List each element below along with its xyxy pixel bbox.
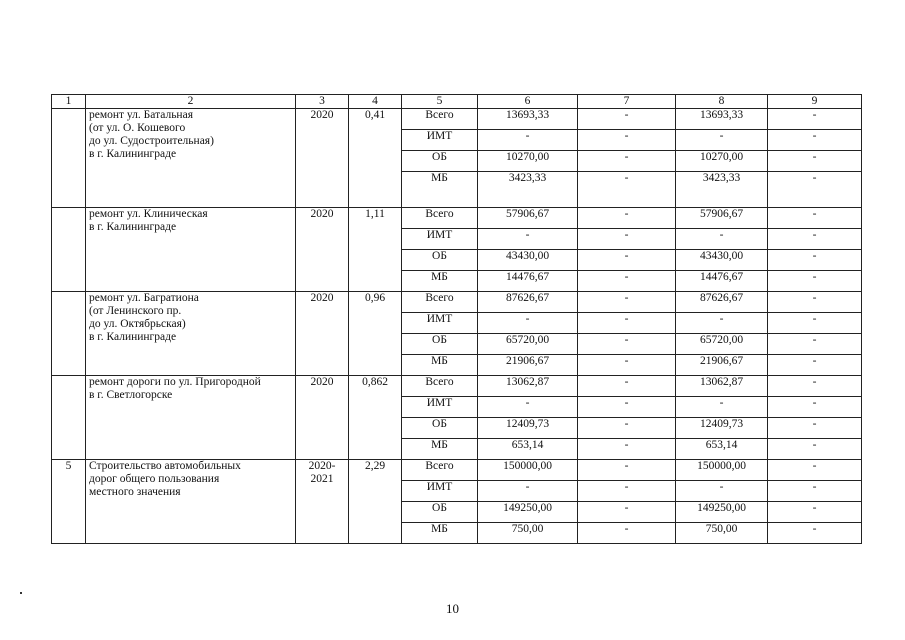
- value-cell: -: [578, 151, 676, 172]
- source-cell: Всего: [402, 292, 478, 313]
- source-cell: МБ: [402, 523, 478, 544]
- value-cell: -: [578, 376, 676, 397]
- header-cell: 5: [402, 95, 478, 109]
- value-cell: 13693,33: [478, 109, 578, 130]
- value-cell: -: [768, 250, 862, 271]
- value-cell: -: [578, 418, 676, 439]
- source-cell: ОБ: [402, 151, 478, 172]
- value-cell: 13062,87: [676, 376, 768, 397]
- value-cell: -: [478, 229, 578, 250]
- value-cell: -: [768, 460, 862, 481]
- length-cell: 0,862: [349, 376, 402, 460]
- value-cell: -: [676, 229, 768, 250]
- header-cell: 9: [768, 95, 862, 109]
- table-row: [52, 109, 862, 130]
- header-cell: 7: [578, 95, 676, 109]
- description-cell: ремонт ул. Батальная (от ул. О. Кошевого до ул. Судостроительная) в г. Калининграде: [86, 109, 296, 208]
- value-cell: -: [676, 130, 768, 151]
- value-cell: -: [768, 271, 862, 292]
- source-cell: ОБ: [402, 502, 478, 523]
- value-cell: -: [676, 397, 768, 418]
- value-cell: 65720,00: [478, 334, 578, 355]
- item-number-cell: [52, 376, 86, 460]
- value-cell: -: [578, 397, 676, 418]
- source-cell: ОБ: [402, 250, 478, 271]
- source-cell: МБ: [402, 172, 478, 208]
- value-cell: 750,00: [676, 523, 768, 544]
- value-cell: 21906,67: [676, 355, 768, 376]
- value-cell: 149250,00: [478, 502, 578, 523]
- length-cell: 1,11: [349, 208, 402, 292]
- value-cell: -: [768, 502, 862, 523]
- description-cell: ремонт ул. Багратиона (от Ленинского пр. до ул. Октябрьская) в г. Калининграде: [86, 292, 296, 376]
- table-row: [52, 208, 862, 229]
- item-number-cell: [52, 208, 86, 292]
- value-cell: 12409,73: [676, 418, 768, 439]
- value-cell: -: [768, 397, 862, 418]
- source-cell: ИМТ: [402, 481, 478, 502]
- description-cell: ремонт ул. Клиническая в г. Калининграде: [86, 208, 296, 292]
- source-cell: ОБ: [402, 334, 478, 355]
- value-cell: -: [768, 172, 862, 208]
- value-cell: 87626,67: [478, 292, 578, 313]
- value-cell: -: [578, 460, 676, 481]
- value-cell: -: [578, 250, 676, 271]
- value-cell: -: [578, 439, 676, 460]
- value-cell: -: [478, 313, 578, 334]
- value-cell: -: [768, 208, 862, 229]
- value-cell: 57906,67: [478, 208, 578, 229]
- value-cell: -: [578, 208, 676, 229]
- value-cell: 150000,00: [676, 460, 768, 481]
- source-cell: МБ: [402, 439, 478, 460]
- value-cell: -: [768, 334, 862, 355]
- table-row: [52, 376, 862, 397]
- value-cell: -: [768, 355, 862, 376]
- value-cell: -: [768, 151, 862, 172]
- source-cell: Всего: [402, 460, 478, 481]
- description-cell: Строительство автомобильных дорог общего пользования местного значения: [86, 460, 296, 544]
- page-number: 10: [446, 601, 459, 616]
- table-row: [52, 292, 862, 313]
- value-cell: 43430,00: [676, 250, 768, 271]
- value-cell: 653,14: [478, 439, 578, 460]
- value-cell: -: [768, 292, 862, 313]
- value-cell: -: [768, 229, 862, 250]
- header-cell: 2: [86, 95, 296, 109]
- value-cell: -: [478, 130, 578, 151]
- value-cell: -: [768, 313, 862, 334]
- value-cell: 13062,87: [478, 376, 578, 397]
- value-cell: -: [676, 481, 768, 502]
- value-cell: -: [768, 418, 862, 439]
- year-cell: 2020- 2021: [296, 460, 349, 544]
- item-number-cell: 5: [52, 460, 86, 544]
- header-cell: 8: [676, 95, 768, 109]
- value-cell: -: [768, 109, 862, 130]
- value-cell: -: [768, 376, 862, 397]
- value-cell: -: [578, 502, 676, 523]
- value-cell: 10270,00: [478, 151, 578, 172]
- value-cell: -: [578, 334, 676, 355]
- value-cell: -: [578, 172, 676, 208]
- table-row: [52, 460, 862, 481]
- value-cell: -: [478, 397, 578, 418]
- value-cell: 14476,67: [676, 271, 768, 292]
- year-cell: 2020: [296, 292, 349, 376]
- value-cell: -: [578, 271, 676, 292]
- year-cell: 2020: [296, 109, 349, 208]
- value-cell: -: [676, 313, 768, 334]
- value-cell: -: [768, 130, 862, 151]
- source-cell: Всего: [402, 376, 478, 397]
- value-cell: 150000,00: [478, 460, 578, 481]
- value-cell: 14476,67: [478, 271, 578, 292]
- value-cell: 21906,67: [478, 355, 578, 376]
- value-cell: -: [578, 481, 676, 502]
- scan-speck: [20, 592, 22, 594]
- value-cell: 65720,00: [676, 334, 768, 355]
- header-cell: 4: [349, 95, 402, 109]
- value-cell: -: [578, 229, 676, 250]
- value-cell: -: [578, 523, 676, 544]
- value-cell: -: [768, 523, 862, 544]
- source-cell: ИМТ: [402, 397, 478, 418]
- value-cell: 13693,33: [676, 109, 768, 130]
- value-cell: -: [578, 355, 676, 376]
- value-cell: -: [578, 292, 676, 313]
- header-row: [52, 95, 862, 109]
- year-cell: 2020: [296, 376, 349, 460]
- source-cell: ОБ: [402, 418, 478, 439]
- value-cell: -: [768, 439, 862, 460]
- source-cell: МБ: [402, 355, 478, 376]
- description-cell: ремонт дороги по ул. Пригородной в г. Светлогорске: [86, 376, 296, 460]
- length-cell: 0,41: [349, 109, 402, 208]
- value-cell: 10270,00: [676, 151, 768, 172]
- budget-table: [51, 94, 862, 544]
- value-cell: -: [768, 481, 862, 502]
- value-cell: -: [478, 481, 578, 502]
- year-cell: 2020: [296, 208, 349, 292]
- value-cell: 43430,00: [478, 250, 578, 271]
- value-cell: 149250,00: [676, 502, 768, 523]
- item-number-cell: [52, 292, 86, 376]
- source-cell: ИМТ: [402, 313, 478, 334]
- header-cell: 1: [52, 95, 86, 109]
- source-cell: ИМТ: [402, 130, 478, 151]
- value-cell: 3423,33: [478, 172, 578, 208]
- value-cell: -: [578, 130, 676, 151]
- value-cell: 750,00: [478, 523, 578, 544]
- source-cell: ИМТ: [402, 229, 478, 250]
- value-cell: 87626,67: [676, 292, 768, 313]
- header-cell: 6: [478, 95, 578, 109]
- length-cell: 0,96: [349, 292, 402, 376]
- value-cell: 653,14: [676, 439, 768, 460]
- value-cell: -: [578, 313, 676, 334]
- length-cell: 2,29: [349, 460, 402, 544]
- value-cell: 12409,73: [478, 418, 578, 439]
- source-cell: МБ: [402, 271, 478, 292]
- value-cell: -: [578, 109, 676, 130]
- header-cell: 3: [296, 95, 349, 109]
- source-cell: Всего: [402, 109, 478, 130]
- value-cell: 57906,67: [676, 208, 768, 229]
- source-cell: Всего: [402, 208, 478, 229]
- value-cell: 3423,33: [676, 172, 768, 208]
- item-number-cell: [52, 109, 86, 208]
